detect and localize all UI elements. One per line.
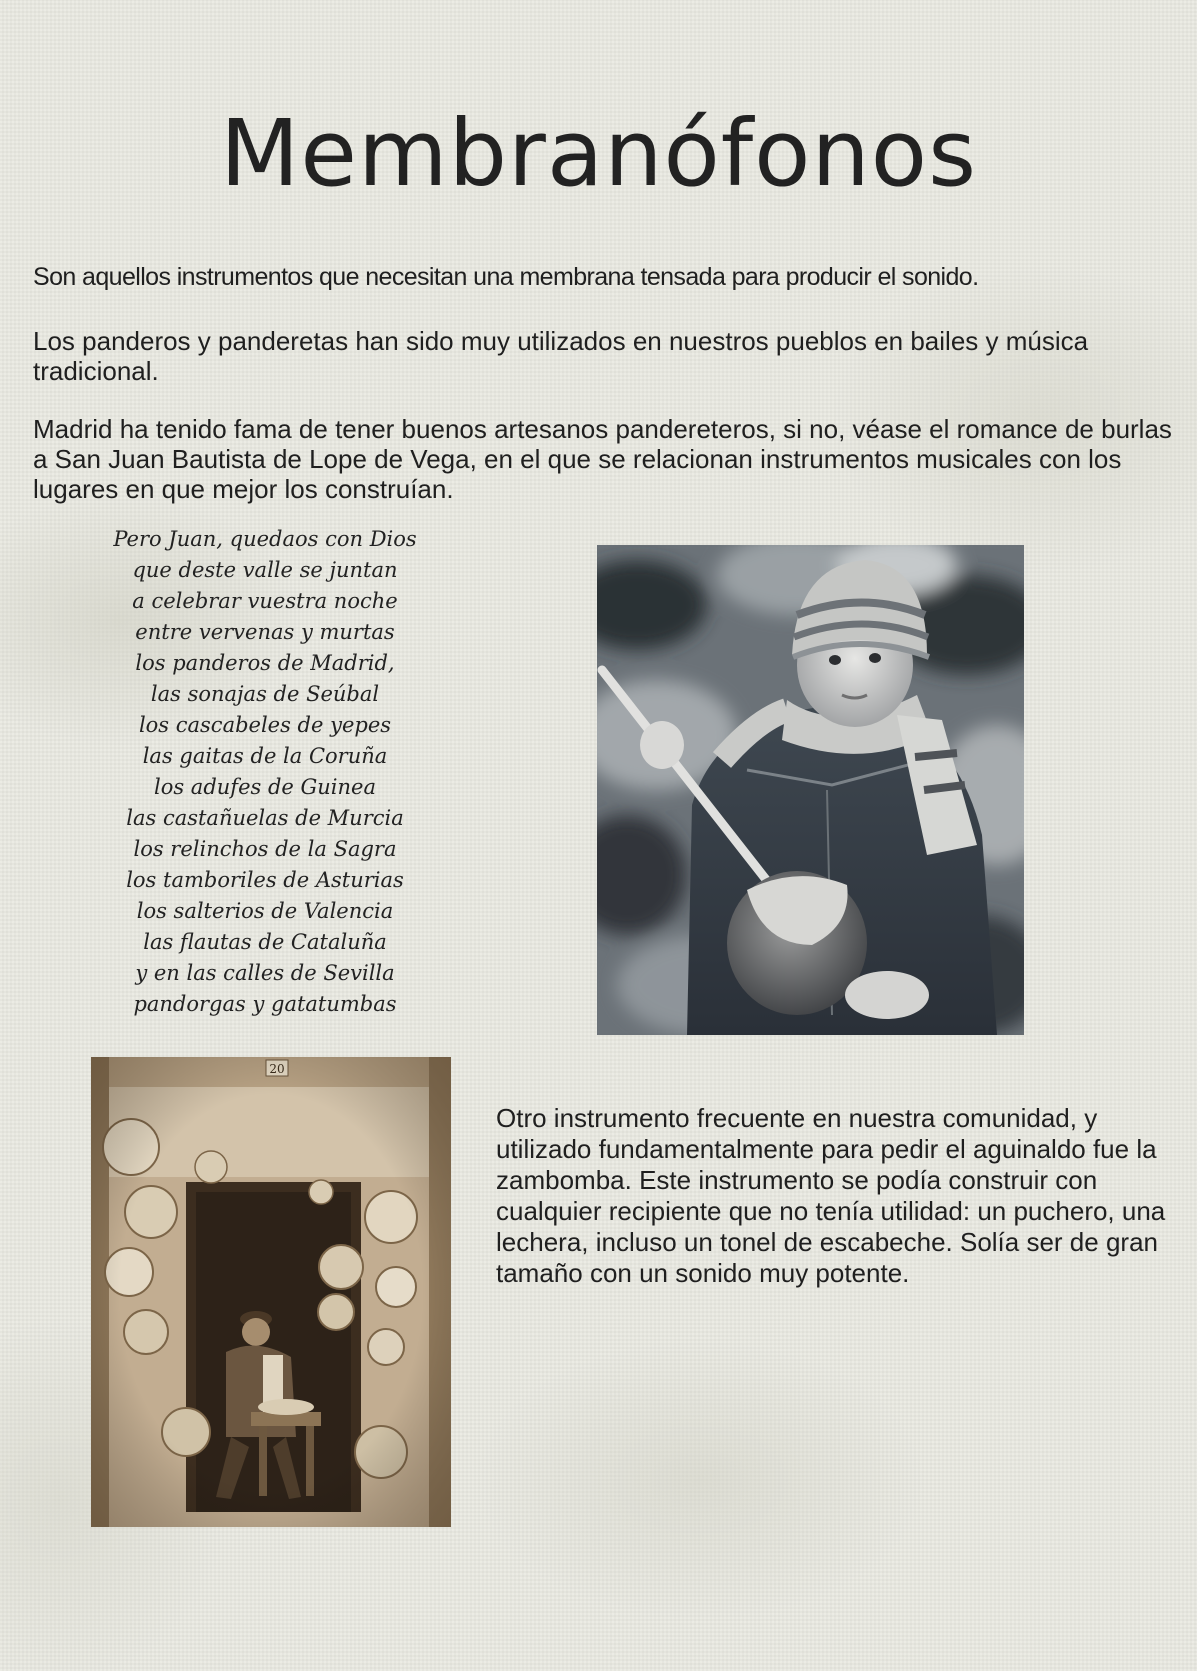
poem-line: que deste valle se juntan [132,558,398,582]
pandero-workshop-photo [91,1057,451,1527]
poem-line: los tamboriles de Asturias [126,868,404,892]
poem-line: las flautas de Cataluña [143,930,387,954]
madrid-paragraph: Madrid ha tenido fama de tener buenos artesanos pandereteros, si no, véase el romance de burlas a San Juan Bautista de Lope de Vega, en el que se relacionan instrumentos musicales con los lugares en que mejor los construían. [33,414,1172,504]
child-zambomba-photo [597,545,1024,1035]
poem-line: entre vervenas y murtas [135,620,395,644]
pandero-workshop-image [91,1057,451,1527]
poem-line: Pero Juan, quedaos con Dios [113,527,417,551]
poem-line: los relinchos de la Sagra [133,837,397,861]
page-title: Membranófonos [220,100,977,207]
romance-poem [95,524,435,1020]
poem-line: los adufes de Guinea [154,775,376,799]
poem-line: y en las calles de Sevilla [135,961,395,985]
poem-line: las castañuelas de Murcia [126,806,404,830]
poem-line: los cascabeles de yepes [138,713,392,737]
zambomba-paragraph: Otro instrumento frecuente en nuestra comunidad, y utilizado fundamentalmente para pedir el aguinaldo fue la zambomba. Este instrumento se podía construir con cualquier recipiente que no tenía utilidad: un puchero, una lechera, incluso un tonel de escabeche. Solía ser de gran tamaño con un sonido muy potente. [496,1103,1166,1288]
panderos-paragraph: Los panderos y panderetas han sido muy utilizados en nuestros pueblos en bailes y música tradicional. [33,326,1089,386]
poem-line: a celebrar vuestra noche [132,589,398,613]
poem-line: los panderos de Madrid, [135,651,395,675]
poem-line: pandorgas y gatatumbas [133,992,397,1016]
poem-line: las gaitas de la Coruña [142,744,388,768]
child-zambomba-image [597,545,1024,1035]
definition-paragraph: Son aquellos instrumentos que necesitan una membrana tensada para producir el sonido. [33,263,979,291]
poem-line: las sonajas de Seúbal [150,682,380,706]
poem-line: los salterios de Valencia [136,899,394,923]
